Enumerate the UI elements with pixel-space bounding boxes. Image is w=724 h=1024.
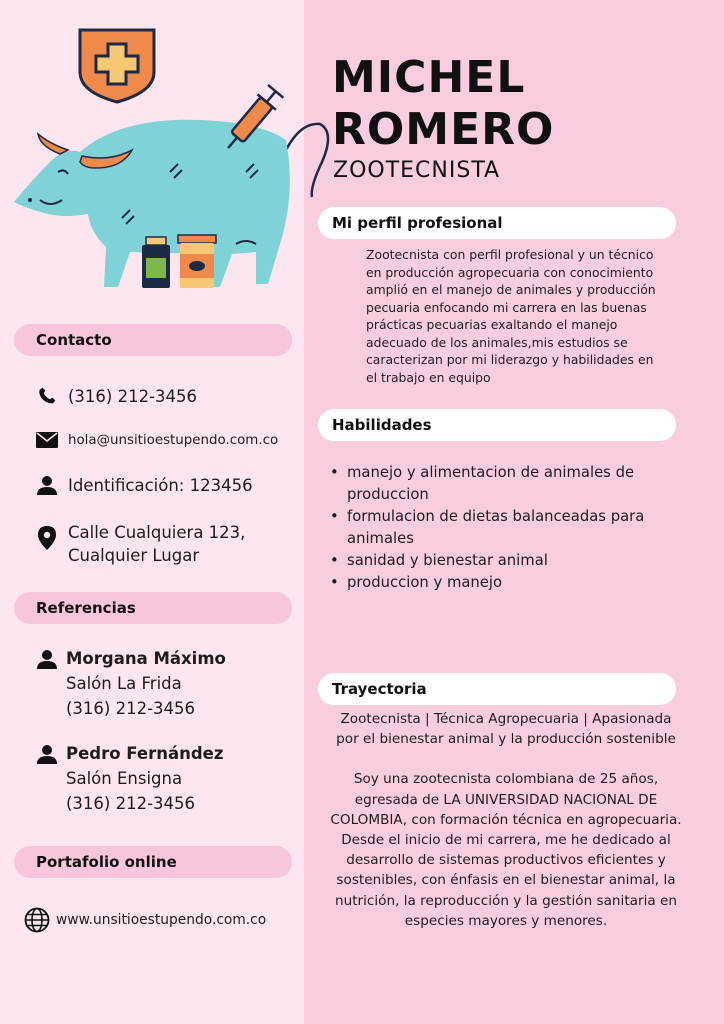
portfolio-url[interactable]: www.unsitioestupendo.com.co xyxy=(56,912,267,928)
contact-id xyxy=(36,474,253,497)
reference-phone: (316) 212-3456 xyxy=(66,794,196,813)
envelope-icon xyxy=(36,429,58,451)
reference-card xyxy=(36,646,226,721)
globe-icon xyxy=(24,907,50,933)
address-line-2: Cualquier Lugar xyxy=(68,546,200,565)
email-text: hola@unsitioestupendo.com.co xyxy=(68,433,279,448)
reference-card xyxy=(36,741,223,816)
user-icon xyxy=(36,743,58,765)
reference-place: Salón La Frida xyxy=(66,674,182,693)
references-heading: Referencias xyxy=(14,592,292,624)
reference-name: Morgana Máximo xyxy=(66,649,226,668)
reference-place: Salón Ensigna xyxy=(66,769,183,788)
skills-list xyxy=(330,462,670,594)
portfolio-heading: Portafolio online xyxy=(14,846,292,878)
trajectory-headline: Zootecnista | Técnica Agropecuaria | Apasionada por el bienestar animal y la producción sostenible xyxy=(336,711,676,748)
phone-icon xyxy=(36,385,58,407)
contact-email xyxy=(36,429,278,452)
contact-address xyxy=(36,521,245,567)
user-icon xyxy=(36,648,58,670)
first-name: MICHEL xyxy=(332,52,526,103)
skills-heading: Habilidades xyxy=(318,409,676,441)
profile-heading: Mi perfil profesional xyxy=(318,207,676,239)
address-text xyxy=(68,521,245,567)
skill-item: • produccion y manejo xyxy=(330,572,670,594)
address-line-1: Calle Cualquiera 123, xyxy=(68,523,246,542)
skill-item: • sanidad y bienestar animal xyxy=(330,550,670,572)
contact-heading: Contacto xyxy=(14,324,292,356)
medical-shield-icon xyxy=(80,30,154,102)
last-name: ROMERO xyxy=(332,104,555,155)
medicine-jar-icon xyxy=(178,235,216,288)
trajectory-heading: Trayectoria xyxy=(318,673,676,705)
user-icon xyxy=(36,474,58,496)
reference-name: Pedro Fernández xyxy=(66,744,224,763)
phone-text: (316) 212-3456 xyxy=(68,387,198,406)
id-text: Identificación: 123456 xyxy=(68,476,253,495)
trajectory-text xyxy=(330,709,682,931)
skill-item: • manejo y alimentacion de animales de produccion xyxy=(330,462,670,506)
profile-text: Zootecnista con perfil profesional y un técnico en producción agropecuaria con conocimiento amplió en el manejo de animales y producción pecuaria enfocando mi carrera en las buenas prácticas pecuarias exaltando el manejo adecuado de los animales,mis estudios se caracterizan por mi liderazgo y habilidades en el trabajo en equipo xyxy=(366,247,656,385)
contact-phone xyxy=(36,385,197,408)
full-name xyxy=(332,52,554,156)
reference-phone: (316) 212-3456 xyxy=(66,699,196,718)
trajectory-body: Soy una zootecnista colombiana de 25 años, egresada de LA UNIVERSIDAD NACIONAL DE COLOMBIA, con formación técnica en agropecuaria. Desde el inicio de mi carrera, me he dedicado al desarrollo de sistemas productivos eficientes y sostenibles, con énfasis en el bienestar animal, la nutrición, la reproducción y la gestión sanitaria en especies mayores y menores. xyxy=(330,771,682,929)
profession-title: ZOOTECNISTA xyxy=(333,158,501,183)
cow-tail xyxy=(285,124,328,197)
medicine-bottle-icon xyxy=(142,237,170,288)
map-pin-icon xyxy=(36,527,58,549)
skill-item: • formulacion de dietas balanceadas para animales xyxy=(330,506,670,550)
portfolio-link-row xyxy=(24,907,266,933)
cow-veterinary-illustration xyxy=(10,22,330,297)
